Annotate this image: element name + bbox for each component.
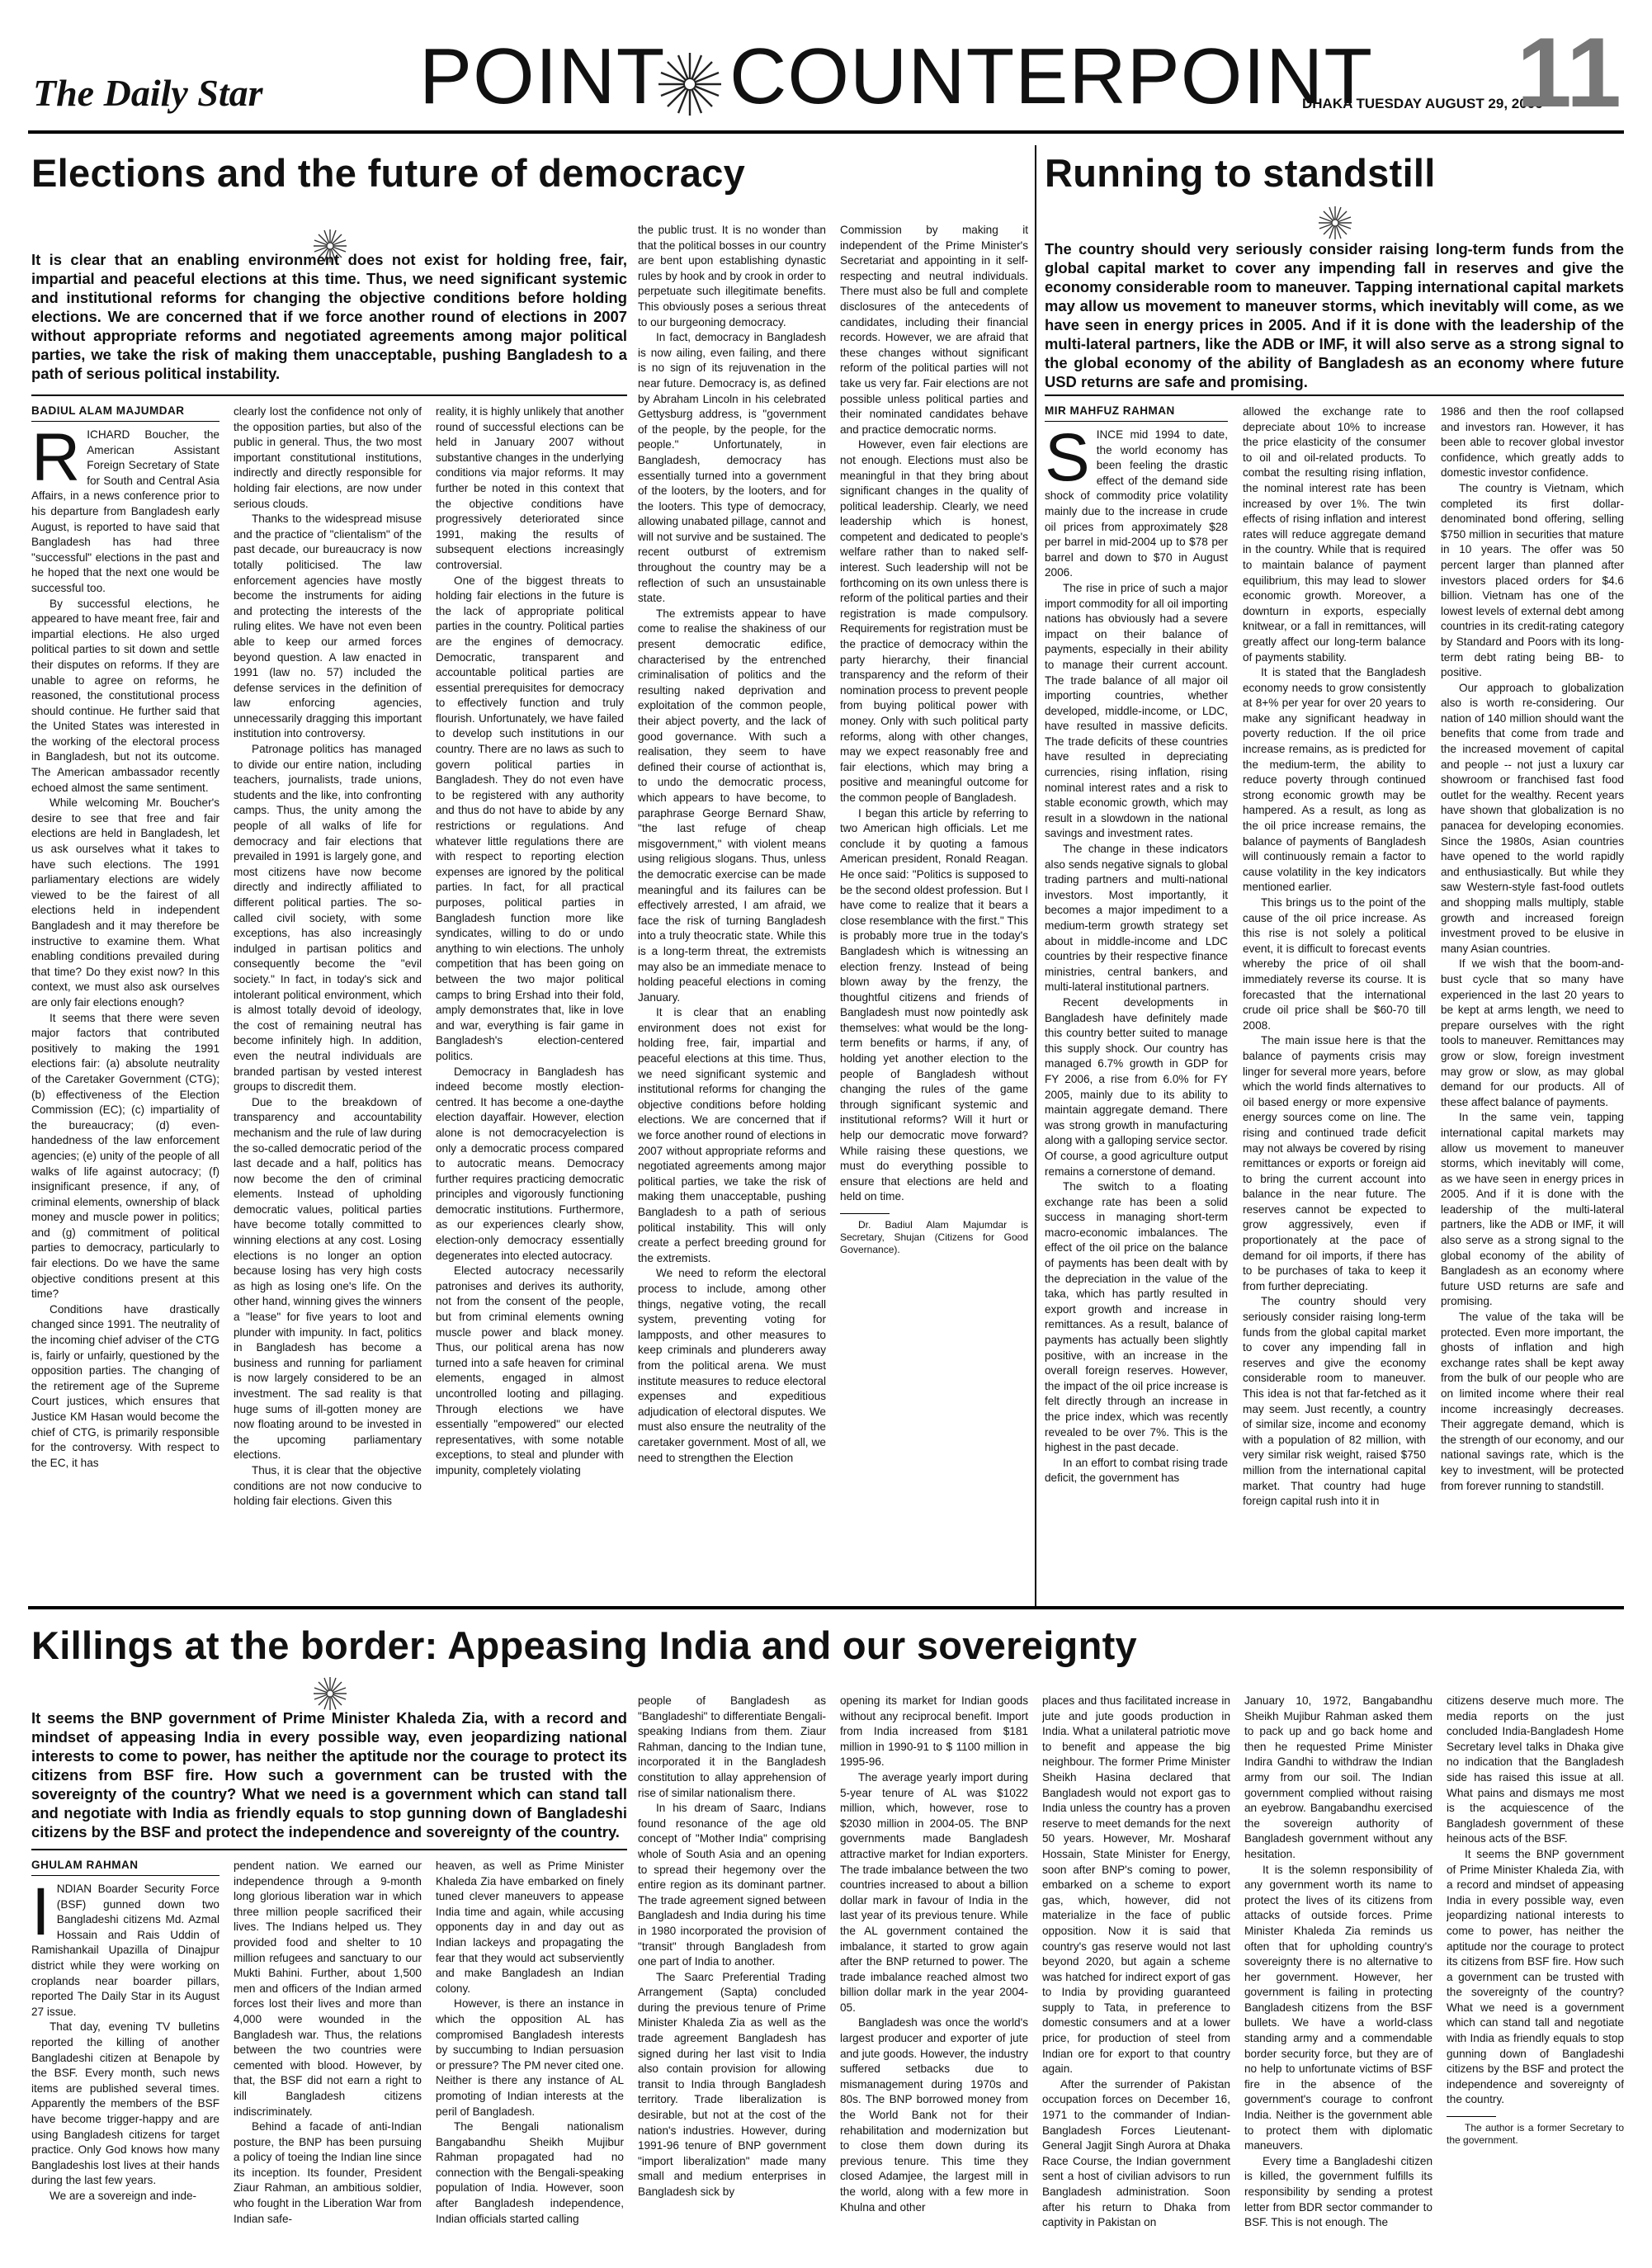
paragraph: However, is there an instance in which the opposition AL has compromised Bangladesh interests by succumbing to Indian persuasion or pressure? The PM never cited one. Neither is there any instance of AL promoting of Indian interests at the peril of Bangladesh. — [436, 1997, 624, 2118]
paragraph: Bangladesh was once the world's largest producer and exporter of jute and jute goods. However, the industry suffered setbacks due to mismanagement during 1970s and 80s. The BNP borrowed money from the World Bank not for their rehabilitation and modernization but to close them down during its previous tenure. This time they closed Adamjee, the largest mill in the world, along with a few more in Khulna and other — [840, 2016, 1028, 2214]
article1-lede-rule — [31, 395, 627, 396]
article3-column-3 — [436, 1859, 624, 2251]
paragraph: By successful elections, he appeared to have meant free, fair and impartial elections. He also urged political parties to sit down and settle their disputes on reforms. If they are unable to agree on reforms, he reasoned, the constitutional process should continue. He further said that the United States was interested in the working of the electoral process in Bangladesh, but not its outcome. The American ambassador recently echoed almost the same sentiment. — [31, 597, 219, 794]
paragraph: In an effort to combat rising trade deficit, the government has — [1045, 1456, 1228, 1485]
paragraph: It is the solemn responsibility of any government worth its name to protect the lives of its citizens from attacks of outside forces. Prime Minister Khaleda Zia reminds us often that for upholding country's sovereignty there is no alternative to her government. However, her government is failing in protecting Bangladesh citizens from the BSF bullets. We have a world-class standing army and a commendable border security force, but they are of no help to unfortunate victims of BSF fire in the absence of the government's courage to confront India. Neither is the government able to protect them with diplomatic maneuvers. — [1244, 1863, 1433, 2152]
article1-byline-rule — [31, 421, 219, 422]
paragraph: NDIAN Boarder Security Force (BSF) gunned down two Bangladeshi citizens Md. Azmal Hossain and Rais Uddin of Ramishankail Upazilla of Dinajpur district while they were working on croplands near boarder pillars, reported The Daily Star in its August 27 issue. — [31, 1883, 219, 2018]
paragraph: the public trust. It is no wonder than that the political bosses in our country are bent upon establishing dynastic rules by hook and by crook in order to perpetuate such illegitimate benefits. This obviously poses a serious threat to our burgeoning democracy. — [638, 224, 826, 328]
paragraph: ICHARD Boucher, the American Assistant Foreign Secretary of State for South and Central Asia Affairs, in a news conference prior to his departure from Bangladesh early August, is reported to have said that Bangladesh has had three "successful" elections in the past and he hoped that the next one would be successful too. — [31, 428, 219, 594]
section-title-point: POINT — [419, 32, 666, 120]
article2-column-1 — [1045, 428, 1228, 1616]
article3-column-8 — [1447, 1694, 1624, 2251]
article3-column-5 — [840, 1694, 1028, 2251]
paragraph: The rise in price of such a major import commodity for all oil importing nations has obviously had a severe impact on their balance of payments, especially in their ability to manage their current account. The trade balance of all major oil importing countries, whether developed, middle-income, or LDC, have resulted in massive deficits. The trade deficits of these countries have resulted in depreciating currencies, rising inflation, rising nominal interest rates and a risk to stable economic growth, which may result in a slowdown in the national savings and investment rates. — [1045, 581, 1228, 840]
article3-lede: It seems the BNP government of Prime Minister Khaleda Zia, with a record and mindset of appeasing India in every possible way, even jeopardizing national interests to come to power, has neither the aptitude nor the courage to protect its citizens from BSF fire. How such a government can be trusted with the sovereignty of the country? What we need is a government which can stand tall and negotiate with India as friendly equals to stop gunning down of Bangladeshi citizens by the BSF and protect the independence and sovereignty of the country. — [31, 1709, 627, 1840]
article1-column-5 — [840, 223, 1028, 1618]
paragraph: Recent developments in Bangladesh have definitely made this country better suited to manage this supply shock. Our country has managed 6.7% growth in GDP for FY 2006, a rise from 6.0% for FY 2005, mainly due to its ability to maintain aggregate demand. There was strong growth in manufacturing along with a galloping service sector. Of course, a good agriculture output remains a cornerstone of demand. — [1045, 995, 1228, 1178]
article3-dropcap: I — [31, 1882, 50, 1949]
paragraph: Elected autocracy necessarily patronises and derives its authority, not from the consent of the people, but from criminal elements owning muscle power and black money. Thus, our political arena has now turned into a safe heaven for criminal elements, engaged in almost uncontrolled looting and pillaging. Through elections we have essentially "empowered" our elected representatives, with some notable exceptions, to steal and plunder with impunity, completely violating — [436, 1264, 624, 1477]
paragraph: It is clear that an enabling environment does not exist for holding free, fair, impartial and peaceful elections at this time. Thus, we need significant systemic and institutional reforms for changing the objective conditions before holding elections. We are concerned that if we force another round of elections in 2007 without appropriate reforms and negotiated agreements among major political parties, we take the risk of making them unacceptable, pushing Bangladesh to a path of serious political instability. This will only create a perfect breeding ground for the extremists. — [638, 1006, 826, 1264]
paragraph: people of Bangladesh as "Bangladeshi" to differentiate Bengali-speaking Indians from them. Ziaur Rahman, dancing to the Indian tune, incorporated it in the Bangladesh constitution to allay apprehension of rise of similar nationalism there. — [638, 1694, 826, 1799]
paragraph: The extremists appear to have come to realise the shakiness of our present democratic edifice, characterised by the entrenched criminalisation of politics and the resulting naked deprivation and exploitation of the common people, their abject poverty, and the lack of good governance. With such a realisation, they seem to have defined their course of actionthat is, to undo the democratic process, which appears to have become, to paraphrase George Bernard Shaw, "the last refuge of cheap misgovernment," with violent means using religious slogans. Thus, unless the democratic exercise can be made meaningful and its failures can be effectively arrested, I am afraid, we face the risk of turning Bangladesh into a truly theocratic state. While this is a long-term threat, the extremists may also be an immediate menace to holding peaceful elections in coming January. — [638, 607, 826, 1004]
article2-byline: MIR MAHFUZ RAHMAN — [1045, 404, 1175, 417]
starburst-icon — [312, 1675, 348, 1712]
paragraph: It seems that there were seven major factors that contributed positively to making the 1991 elections fair: (a) absolute neutrality of the Caretaker Government (CTG); (b) effectiveness of the Election Commission (EC); (c) impartiality of the bureaucracy; (d) even-handedness of the law enforcement agencies; (e) unity of the people of all walks of life against autocracy; (f) insignificant presence, if any, of criminal elements, ownership of black money and muscle power in politics; and (g) commitment of political parties to democracy, particularly to fair elections. Do we have the same objective conditions present at this time? — [31, 1011, 219, 1301]
author-note: Dr. Badiul Alam Majumdar is Secretary, Shujan (Citizens for Good Governance). — [840, 1219, 1028, 1255]
paragraph: Our approach to globalization also is worth re-considering. Our nation of 140 million should want the benefits that come from trade and the increased movement of capital and people -- not just a luxury car showroom or franchised fast food outlet for the wealthy. Recent years have shown that globalization is no panacea for developing economies. Since the 1980s, Asian countries have opened to the world rapidly and enthusiastically. But while they saw Western-style fast-food outlets and shopping malls multiply, stable growth and increased foreign investment proved to be elusive in many Asian countries. — [1441, 681, 1624, 955]
paragraph: The country should very seriously consider raising long-term funds from the global capital market to cover any impending fall in reserves and give the economy considerable room to maneuver. This idea is not that far-fetched as it may seem. Just recently, a country of similar size, income and economy with a population of 82 million, with very similar risk weight, raised $750 million from the international capital market. That country had huge foreign capital rush into it in — [1243, 1295, 1426, 1508]
paragraph: While welcoming Mr. Boucher's desire to see that free and fair elections are held in Bangladesh, let us ask ourselves what it takes to have such elections. The 1991 parliamentary elections are widely viewed to be the fairest of all elections held in independent Bangladesh and it may therefore be instructive to examine them. What enabling conditions prevailed during that time? Do they exist now? In this context, we must also ask ourselves are only fair elections enough? — [31, 796, 219, 1009]
paragraph: 1986 and then the roof collapsed and investors ran. However, it has been able to recover global investor confidence, which greatly adds to domestic investor confidence. — [1441, 405, 1624, 480]
paragraph: The Bengali nationalism Bangabandhu Sheikh Mujibur Rahman propagated had no connection with the Bengali-speaking population of India. However, soon after Bangladesh independence, Indian officials started calling — [436, 2120, 624, 2225]
paragraph: After the surrender of Pakistan occupation forces on December 16, 1971 to the commander of Indian-Bangladesh Forces Lieutenant-General Jagjit Singh Aurora at Dhaka Race Course, the Indian government sent a host of civilian advisors to run Bangladesh administration. Soon after his return to Dhaka from captivity in Pakistan on — [1042, 2077, 1230, 2229]
paragraph: places and thus facilitated increase in jute and jute goods production in India. What a unilateral patriotic move to benefit and appease the big neighbour. The former Prime Minister Sheikh Hasina declared that Bangladesh would not export gas to India unless the country has a proven reserve to meet demands for the next 50 years. However, Mr. Mosharaf Hossain, State Minister for Energy, soon after BNP's coming to power, embarked on a scheme to export gas, which, however, did not materialize in the face of public opposition. Now it is said that country's gas reserve would not last beyond 2020, but again a scheme was hatched for indirect export of gas to India by providing guaranteed supply to Tata, in preference to domestic consumers and at a lower price, for production of steel from Indian ore for export to that country again. — [1042, 1694, 1230, 2076]
paragraph: Democracy in Bangladesh has indeed become mostly election-centred. It has become a one-daythe election dayaffair. However, election alone is not democracyelection is only a democratic process compared to autocratic means. Democracy further requires practicing democratic principles and vigorously functioning democratic institutions. Furthermore, as our experiences clearly show, election-only democracy essentially degenerates into elected autocracy. — [436, 1065, 624, 1262]
section-title-counterpoint: COUNTERPOINT — [729, 32, 1373, 120]
paragraph: It is stated that the Bangladesh economy needs to grow consistently at 8+% per year for over 20 years to make any significant headway in poverty reduction. If the oil price increase remains, as is predicted for the medium-term, the ability to reduce poverty through continued strong economic growth may be hampered. As a result, as long as the oil price increase remains, the balance of payments of Bangladesh will continuously remain a factor to cause volatility in the key indicators mentioned earlier. — [1243, 666, 1426, 894]
paragraph: Thanks to the widespread misuse and the practice of "clientalism" of the past decade, our bureaucracy is now totally politicised. The law enforcement agencies have mostly become the instruments for aiding and protecting the interests of the ruling elites. We have not even been able to keep our armed forces beyond question. A law enacted in 1991 (law no. 57) included the defense services in the definition of law enforcing agencies, unnecessarily dragging this important institution into controversy. — [234, 513, 422, 740]
article2-lede: The country should very seriously consider raising long-term funds from the global capital market to cover any impending fall in reserves and give the economy considerable room to maneuver. Tapping international capital markets may allow us movement to maneuver storms, which inevitably will come, as we have seen in energy prices in 2005. And if it is done with the leadership of the multi-lateral partners, like the ADB or IMF, it will also serve as a strong signal to the global economy of the ability of Bangladesh as an economy where future USD returns are safe and promising. — [1045, 240, 1624, 390]
paragraph: INCE mid 1994 to date, the world economy has been feeling the drastic effect of the demand side shock of commodity price volatility mainly due to the increase in crude oil prices from approximately $28 per barrel in mid-2004 up to $78 per barrel and down to $70 in August 2006. — [1045, 428, 1228, 579]
dateline: DHAKA TUESDAY AUGUST 29, 2006 — [1302, 96, 1543, 111]
paragraph: The country is Vietnam, which completed its first dollar-denominated bond offering, selling $750 million in securities that mature in 10 years. The offer was 50 percent larger than planned after investors placed orders for $4.6 billion. Vietnam has one of the lowest levels of external debt among countries in its credit-rating category by Standard and Poors with its long-term debt rating being BB- to positive. — [1441, 481, 1624, 679]
paragraph: In the same vein, tapping international capital markets may allow us movement to maneuver storms, which inevitably will come, as we have seen in energy prices in 2005. And if it is done with the leadership of the multi-lateral partners, like the ADB or IMF, it will also serve as a strong signal to the global economy of the ability of Bangladesh as an economy where future USD returns are safe and promising. — [1441, 1111, 1624, 1308]
article3-column-6 — [1042, 1694, 1230, 2251]
paragraph: In fact, democracy in Bangladesh is now ailing, even failing, and there is no sign of its rejuvenation in the near future. Democracy is, as defined by Abraham Lincoln in his celebrated Gettysburg address, is "government of the people, by the people, for the people." Unfortunately, in Bangladesh, democracy has essentially turned into a government of the looters, by the looters, and for the looters. This type of democracy, allowing unabated pillage, cannot and will not survive and be sustained. The recent outburst of extremism throughout the country may be a reflection of such an unsustainable state. — [638, 331, 826, 605]
article2-byline-rule — [1045, 421, 1228, 422]
article3-byline: GHULAM RAHMAN — [31, 1859, 139, 1871]
author-note-rule — [840, 1213, 890, 1214]
paragraph: If we wish that the boom-and-bust cycle that so many have experienced in the last 20 years to be kept at arms length, we need to prepare ourselves with the right tools to maneuver. Remittances may grow or slow, foreign investment may grow or slow, as may global demand for our products. All of these affect balance of payments. — [1441, 957, 1624, 1108]
paragraph: January 10, 1972, Bangabandhu Sheikh Mujibur Rahman asked them to pack up and go back home and then he requested Prime Minister Indira Gandhi to withdraw the Indian army from our soil. The Indian government complied without raising an eyebrow. Bangabandhu exercised the sovereign authority of Bangladesh government without any hesitation. — [1244, 1694, 1433, 1860]
article3-column-7 — [1244, 1694, 1433, 2251]
author-note-rule — [1447, 2116, 1496, 2117]
paragraph: Due to the breakdown of transparency and accountability mechanism and the rule of law during the so-called democratic period of the last decade and a half, politics has now become the den of criminal elements. Instead of upholding democratic values, political parties have become totally committed to winning elections at any cost. Losing elections is no longer an option because losing has very high costs as high as losing one's life. On the other hand, winning gives the winners a "lease" for five years to loot and plunder with impunity. In fact, politics in Bangladesh has become a business and running for parliament is now largely considered to be an investment. The sad reality is that huge sums of ill-gotten money are now floating around to be invested in the upcoming parliamentary elections. — [234, 1095, 422, 1462]
paragraph: Patronage politics has managed to divide our entire nation, including teachers, journalists, trade unions, students and the like, into confronting camps. Thus, the unity among the people of all walks of life for democracy and fair elections that prevailed in 1991 is largely gone, and most citizens have now become directly and indirectly affiliated to different political parties. The so-called civil society, with some exceptions, has also increasingly indulged in partisan politics and consequently become the "evil society." In fact, in today's sick and intolerant political environment, which is almost totally devoid of ideology, the cost of remaining neutral has become infinitely high. In addition, even the neutral individuals are branded partisan by vested interest groups to discredit them. — [234, 743, 422, 1094]
article2-lede-rule — [1045, 395, 1624, 396]
article2-dropcap: S — [1045, 428, 1090, 495]
article3-headline: Killings at the border: Appeasing India and our sovereignty — [31, 1623, 1137, 1667]
masthead-rule — [28, 130, 1624, 134]
paragraph: This brings us to the point of the cause of the oil price increase. As this rise is not solely a political event, it is difficult to forecast events whereby the price of oil shall immediately reverse its course. It is forecasted that the international crude oil price shall be $60-70 till 2008. — [1243, 896, 1426, 1032]
paragraph: It seems the BNP government of Prime Minister Khaleda Zia, with a record and mindset of appeasing India in every possible way, even jeopardizing national interests to come to power, has neither the aptitude nor the courage to protect its citizens from BSF fire. How such a government can be trusted with the sovereignty of the country? What we need is a government which can stand tall and negotiate with India as friendly equals to stop gunning down of Bangladeshi citizens by the BSF and protect the independence and sovereignty of the country. — [1447, 1847, 1624, 2106]
author-note: The author is a former Secretary to the government. — [1447, 2122, 1624, 2147]
column-divider — [1035, 145, 1036, 1606]
article1-column-3 — [436, 404, 624, 1618]
article1-dropcap: R — [31, 428, 81, 495]
paragraph: However, even fair elections are not enough. Elections must also be meaningful in that they bring about significant changes in the quality of political leadership. Clearly, we need leadership which is honest, competent and dedicated to people's welfare rather than to naked self-interest. Such leadership will not be forthcoming on its own unless there is reform of the political parties and their registration is made compulsory. Requirements for registration must be the practice of democracy within the party hierarchy, their financial transparency and the reform of their nomination process to prevent people from buying political power with money. Only with such political party reforms, along with other changes, may we expect reasonably free and fair elections, which may bring a positive and meaningful outcome for the common people of Bangladesh. — [840, 438, 1028, 804]
paragraph: The change in these indicators also sends negative signals to global trading partners and multi-national investors. Most importantly, it becomes a major impediment to a medium-term growth strategy set about in middle-income and LDC countries by their respective finance ministries, central bankers, and multi-lateral institutional partners. — [1045, 843, 1228, 994]
page-number: 11 — [1517, 17, 1621, 128]
article3-column-4 — [638, 1694, 826, 2251]
paragraph: Thus, it is clear that the objective conditions are not now conducive to holding fair elections. Given this — [234, 1463, 422, 1508]
article1-column-2 — [234, 404, 422, 1618]
starburst-icon — [1317, 205, 1353, 241]
paragraph: The average yearly import during 5-year tenure of AL was $1022 million, which, however, rose to $2030 million in 2004-05. The BNP governments made Bangladesh attractive market for Indian exporters. The trade imbalance between the two countries increased to about a billion dollar mark in favour of India in the last year of its previous tenure. While the AL government contained the imbalance, it started to grow again after the BNP returned to power. The trade imbalance reached almost two billion dollar mark in the year 2004-05. — [840, 1770, 1028, 2014]
paragraph: The Saarc Preferential Trading Arrangement (Sapta) concluded during the previous tenure of Prime Minister Khaleda Zia as well as the trade agreement Bangladesh has signed during her last visit to India also contain provision for allowing transit to India through Bangladesh territory. Trade liberalization is desirable, but not at the cost of the nation's industries. However, during 1991-96 tenure of BNP government "import liberalization" made many small and medium enterprises in Bangladesh sick by — [638, 1970, 826, 2198]
paragraph: The switch to a floating exchange rate has been a solid success in managing short-term macro-economic imbalances. The effect of the oil price on the balance of payments has been dealt with by the depreciation in the value of the taka, which has partly resulted in export growth and increase in remittances. As a result, balance of payments has actually been slightly positive, with an increase in the overall foreign reserves. However, the impact of the oil price increase is felt directly through an increase in the price index, which was recently revealed to be over 7%. This is the highest in the past decade. — [1045, 1180, 1228, 1454]
paragraph: clearly lost the confidence not only of the opposition parties, but also of the public in general. Thus, the two most important constitutional institutions, indirectly and directly responsible for holding fair elections, are now under serious clouds. — [234, 405, 422, 510]
paragraph: I began this article by referring to two American high officials. Let me conclude it by quoting a famous American president, Ronald Reagan. He once said: "Politics is supposed to be the second oldest profession. But I have come to realize that it bears a close resemblance with the first." This is probably more true in the today's Bangladesh which is witnessing an election frenzy. Instead of being blown away by the frenzy, the thoughtful citizens and friends of Bangladesh must now pointedly ask themselves: what would be the long-term benefits or harms, if any, of holding yet another election to the people of Bangladesh without changing the rules of the game through significant systemic and institutional reforms? Will it hurt or help our democratic move forward? While raising these questions, we must do everything possible to ensure that elections are held and held on time. — [840, 806, 1028, 1203]
paragraph: citizens deserve much more. The media reports on the just concluded India-Bangladesh Home Secretary level talks in Dhaka give no indication that the Bangladesh side has raised this issue at all. What pains and dismays me most is the acquiescence of the Bangladesh government of these heinous acts of the BSF. — [1447, 1694, 1624, 1845]
article3-byline-rule — [31, 1875, 219, 1876]
paragraph: Commission by making it independent of the Prime Minister's Secretariat and appointing in it self-respecting and neutral individuals. There must also be full and complete disclosures of the antecedents of candidates, including their financial records. However, we are afraid that these changes without significant reform of the political parties will not take us very far. Fair elections are not possible unless political parties and their nominated candidates behave and practice democratic norms. — [840, 224, 1028, 436]
paragraph: heaven, as well as Prime Minister Khaleda Zia have embarked on finely tuned clever maneuvers to appease India time and again, while accusing opponents day in and day out as Indian lackeys and propagating the fear that they would act subserviently and make Bangladesh an Indian colony. — [436, 1859, 624, 1995]
article1-byline: BADIUL ALAM MAJUMDAR — [31, 404, 185, 417]
paragraph: We need to reform the electoral process to include, among other things, negative voting, the recall system, preventing voting for lampposts, and other measures to keep criminals and plunderers away from the political arena. We must institute measures to reduce electoral expenses and expeditious adjudication of electoral disputes. We must also ensure the neutrality of the caretaker government. Most of all, we need to strengthen the Election — [638, 1267, 826, 1464]
paragraph: reality, it is highly unlikely that another round of successful elections can be held in January 2007 without substantive changes in the underlying conditions via major reforms. It may further be noted in this context that the objective conditions have progressively deteriorated since 1991, making the results of subsequent elections increasingly controversial. — [436, 405, 624, 571]
paragraph: allowed the exchange rate to depreciate about 10% to increase the price elasticity of the consumer to oil and oil-related products. To combat the resulting rising inflation, the nominal interest rate has been increased by over 1%. The twin effects of rising inflation and interest rates will reduce aggregate demand in the country. While that is required to maintain balance of payment equilibrium, this may lead to slower economic growth. Moreover, a downturn in exports, especially knitwear, or a fall in remittances, will greatly affect our long-term balance of payments stability. — [1243, 405, 1426, 664]
article2-headline: Running to standstill — [1045, 151, 1436, 195]
paragraph: The value of the taka will be protected. Even more important, the ghosts of inflation and high exchange rates shall be kept away from the bulk of our people who are on limited income where their real income increasingly decreases. Their aggregate demand, which is the strength of our economy, and our national savings rate, which is the key to investment, will be protected from forever running to standstill. — [1441, 1311, 1624, 1492]
paragraph: The main issue here is that the balance of payments crisis may linger for several more years, before which the world finds alternatives to oil based energy or more expensive energy sources come on line. The rising and continued trade deficit may not always be covered by rising remittances or exports or foreign aid to bring the current account into balance in the near future. The reserves cannot be expected to grow aggressively, even if proportionately at the pace of demand for oil imports, if there has to be purchases of taka to keep it from further depreciating. — [1243, 1034, 1426, 1292]
paragraph: pendent nation. We earned our independence through a 9-month long glorious liberation war in which three million people sacrificed their lives. The Indians helped us. They provided food and shelter to 10 million refugees and sanctuary to our Mukti Bahini. Further, about 1,500 men and officers of the Indian armed forces lost their lives and more than 4,000 were wounded in the Bangladesh war. Thus, the relations between the two countries were cemented with blood. However, by that, the BSF did not earn a right to kill Bangladesh citizens indiscriminately. — [234, 1859, 422, 2118]
paragraph: Behind a facade of anti-Indian posture, the BNP has been pursuing a policy of toeing the Indian line since its inception. Its founder, President Ziaur Rahman, an ambitious soldier, who fought in the Liberation War from Indian safe- — [234, 2120, 422, 2225]
article3-column-1 — [31, 1882, 219, 2251]
article1-lede: It is clear that an enabling environment does not exist for holding free, fair, impartial and peaceful elections at this time. Thus, we need significant systemic and institutional reforms for changing the objective conditions before holding elections. We are concerned that if we force another round of elections in 2007 without appropriate reforms and negotiated agreements among major political parties, we take the risk of making them unacceptable, pushing Bangladesh to a path of serious political instability. — [31, 251, 627, 382]
paragraph: Conditions have drastically changed since 1991. The neutrality of the incoming chief adviser of the CTG is, fairly or unfairly, questioned by the opposition parties. The changing of the retirement age of the Supreme Court justices, which ensures that Justice KM Hasan would become the chief of CTG, is primarily responsible for the controversy. With respect to the EC, it has — [31, 1302, 219, 1469]
masthead — [0, 0, 1652, 128]
article1-column-4 — [638, 223, 826, 1618]
paragraph: opening its market for Indian goods without any reciprocal benefit. Import from India increased from $181 million in 1990-91 to $ 1100 million in 1995-96. — [840, 1694, 1028, 1769]
article3-lede-rule — [31, 1849, 627, 1850]
paragraph: That day, evening TV bulletins reported the killing of another Bangladeshi citizen at Benapole by the BSF. Every month, such news items are published several times. Apparently the members of the BSF have become trigger-happy and are using Bangladesh citizens for target practice. Only God knows how many Bangladeshis lost lives at their hands during the last few years. — [31, 2020, 219, 2187]
article1-headline: Elections and the future of democracy — [31, 151, 746, 195]
article2-column-2 — [1243, 404, 1426, 1616]
paragraph: One of the biggest threats to holding fair elections in the future is the lack of appropriate political parties in the country. Political parties are the engines of democracy. Democratic, transparent and accountable political parties are essential prerequisites for democracy to effectively function and truly flourish. Unfortunately, we have failed to develop such institutions in our country. There are no laws as such to govern political parties in Bangladesh. They do not even have to be registered with any authority and thus do not have to abide by any restrictions or regulations. And whatever little regulations there are with respect to reporting election expenses are ignored by the political parties. In fact, for all practical purposes, political parties in Bangladesh function more like syndicates, willing to do or undo anything to win elections. The unholy competition that has been going on between the two major political camps to bring Ershad into their fold, amply demonstrates that, like in love and war, everything is fair game in Bangladesh's election-centered politics. — [436, 574, 624, 1062]
paragraph: Every time a Bangladeshi citizen is killed, the government fulfills its responsibility by sending a protest letter from BDR sector commander to BSF. This is not enough. The — [1244, 2154, 1433, 2229]
paper-logo: The Daily Star — [33, 72, 263, 114]
paragraph: We are a sovereign and inde- — [50, 2189, 197, 2202]
paragraph: In his dream of Saarc, Indians found resonance of the age old concept of "Mother India" comprising whole of South Asia and an opening to spread their hegemony over the entire region as its dominant partner. The trade agreement signed between Bangladesh and India during his time in 1980 incorporated the provision of "transit" through Bangladesh from one part of India to another. — [638, 1802, 826, 1968]
article2-column-3 — [1441, 404, 1624, 1616]
starburst-icon — [655, 50, 725, 119]
section-rule — [28, 1606, 1624, 1609]
article3-column-2 — [234, 1859, 422, 2251]
